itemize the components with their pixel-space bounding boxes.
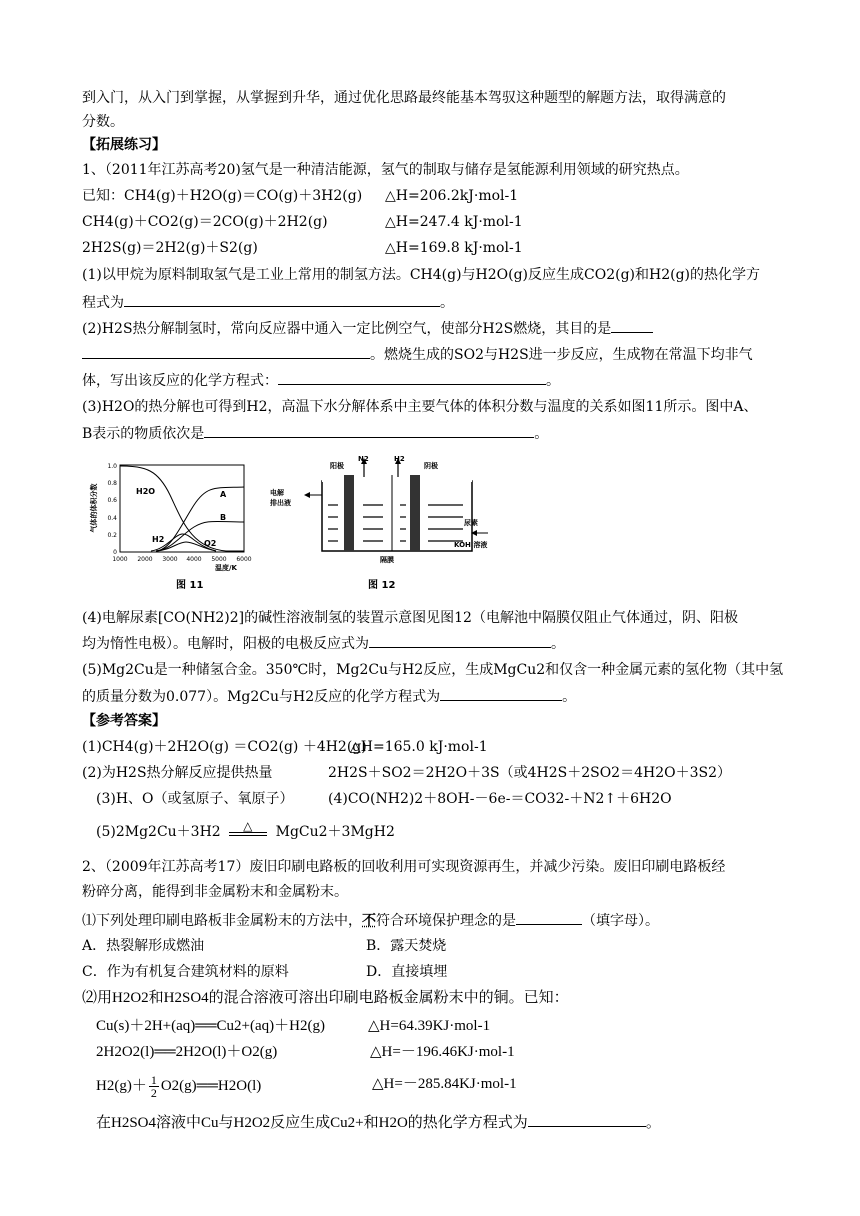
- answer-2-right: 2H2S＋SO2＝2H2O＋3S（或4H2S＋2SO2＝4H2O＋3S2）: [328, 765, 731, 781]
- q2-eq1-left: Cu(s)＋2H+(aq)══Cu2+(aq)＋H2(g): [96, 1018, 325, 1034]
- heat-symbol: △: [243, 819, 253, 833]
- fraction-denominator: 2: [150, 1086, 157, 1100]
- x-axis-label: 温度/K: [215, 564, 237, 572]
- practice-heading: 【拓展练习】: [82, 137, 166, 153]
- q1-part1-line1: (1)以甲烷为原料制取氢气是工业上常用的制氢方法。CH4(g)与H2O(g)反应生成CO2(g)和H2(g)的热化学方: [82, 267, 761, 283]
- x-tick-0: 1000: [112, 556, 128, 563]
- part1-post: 符合环境保护理念的是: [376, 913, 516, 929]
- eq1-left: CH4(g)＋H2O(g)＝CO(g)＋3H2(g): [124, 188, 363, 204]
- option-d: D．直接填埋: [366, 964, 448, 980]
- fraction-numerator: 1: [150, 1073, 157, 1087]
- label-o2: O2: [204, 539, 217, 548]
- inlet-label-2: KOH 溶液: [454, 541, 488, 549]
- answer-heading: 【参考答案】: [82, 713, 166, 729]
- eq3-left: 2H2S(g)＝2H2(g)＋S2(g): [82, 240, 258, 256]
- label-a: A: [220, 490, 227, 499]
- eq2-right: △H=247.4 kJ·mol-1: [385, 214, 523, 230]
- option-b: B．露天焚烧: [366, 938, 447, 954]
- eq2-left: CH4(g)＋CO2(g)＝2CO(g)＋2H2(g): [82, 214, 328, 230]
- answer-5-left: (5)2Mg2Cu＋3H2: [96, 824, 221, 840]
- eq3-right: △H=169.8 kJ·mol-1: [385, 240, 523, 256]
- part2-text: (2)H2S热分解制氢时，常向反应器中通入一定比例空气，使部分H2S燃烧，其目的是: [82, 321, 612, 337]
- option-c: C．作为有机复合建筑材料的原料: [82, 964, 289, 980]
- answer-blank-2b[interactable]: [82, 344, 370, 359]
- answer-blank-3[interactable]: [204, 423, 534, 438]
- answer-blank-1[interactable]: [124, 292, 440, 307]
- part1-tail: （填字母）。: [582, 913, 659, 929]
- answer-blank-5[interactable]: [440, 686, 562, 701]
- y-tick-0: 0: [113, 549, 117, 556]
- cathode-electrode: [410, 475, 420, 551]
- q1-known-eq1: [82, 186, 362, 206]
- n2-label: N2: [358, 455, 369, 463]
- y-axis-label: 气体的体积分数: [90, 483, 98, 533]
- part1-prefix: 程式为: [82, 295, 124, 311]
- answer-2-left: (2)为H2S热分解反应提供热量: [82, 765, 273, 781]
- q1-part1-line2: 程式为 。: [82, 292, 454, 313]
- intro-line-1: 到入门，从入门到掌握，从掌握到升华，通过优化思路最终能基本驾驭这种题型的解题方法，取得满意的: [82, 90, 726, 106]
- q2-eq3-right: △H=－285.84KJ·mol-1: [372, 1076, 517, 1092]
- q2-eq3-left: [96, 1074, 261, 1099]
- x-tick-5: 6000: [236, 556, 252, 563]
- figure-11-chart: [86, 460, 256, 575]
- eq1-right: △H=206.2kJ·mol-1: [385, 188, 519, 204]
- label-b: B: [220, 513, 227, 522]
- q1-part2-line3: 体，写出该反应的化学方程式： 。: [82, 370, 560, 391]
- y-tick-2: 0.4: [107, 515, 117, 522]
- q1-part5-line1: (5)Mg2Cu是一种储氢合金。350℃时，Mg2Cu与H2反应，生成MgCu2和仅含一种金属元素的氢化物（其中氢: [82, 662, 784, 678]
- figure-11-caption: 图 11: [176, 580, 204, 591]
- part3-text: 在H2SO4溶液中Cu与H2O2反应生成Cu2+和H2O的热化学方程式为: [96, 1115, 528, 1131]
- answer-5-right: MgCu2＋3MgH2: [275, 824, 395, 840]
- known-prefix: 已知：: [82, 188, 124, 204]
- answer-1-left: (1)CH4(g)＋2H2O(g) ＝CO2(g) ＋4H2(g): [82, 739, 367, 755]
- answer-blank-2a[interactable]: [611, 318, 653, 333]
- answer-5: [96, 819, 395, 842]
- q2-part2: ⑵用H2O2和H2SO4的混合溶液可溶出印刷电路板金属粉末中的铜。已知：: [82, 990, 569, 1006]
- q1-part3-line1: (3)H2O的热分解也可得到H2，高温下水分解体系中主要气体的体积分数与温度的关系如图11所示。图中A、: [82, 399, 758, 415]
- answer-blank-4[interactable]: [369, 633, 551, 648]
- answer-4: (4)CO(NH2)2＋8OH-－6e-＝CO32-＋N2↑＋6H2O: [328, 791, 672, 807]
- part4-text-b: 均为惰性电极）。电解时，阳极的电极反应式为: [82, 636, 369, 652]
- h2o-curve: [120, 466, 244, 551]
- x-tick-1: 2000: [137, 556, 153, 563]
- label-h2: H2: [152, 535, 165, 544]
- q1-part5-line2: 的质量分数为0.077）。Mg2Cu与H2反应的化学方程式为 。: [82, 686, 576, 707]
- answer-1-right: △H=165.0 kJ·mol-1: [350, 739, 488, 755]
- q1-part2-line1: [82, 318, 653, 339]
- q2-part3: 在H2SO4溶液中Cu与H2O2反应生成Cu2+和H2O的热化学方程式为 。: [96, 1112, 661, 1133]
- outlet-label-2: 排出液: [270, 499, 291, 507]
- q1-part4-line2: 均为惰性电极）。电解时，阳极的电极反应式为 。: [82, 633, 565, 654]
- part5-text-b: 的质量分数为0.077）。Mg2Cu与H2反应的化学方程式为: [82, 689, 441, 705]
- part2-text-c: 体，写出该反应的化学方程式：: [82, 373, 278, 389]
- q1-title: 1、（2011年江苏高考20)氢气是一种清洁能源，氢气的制取与储存是氢能源利用领域的研究热点。: [82, 162, 689, 178]
- figure-12-caption: 图 12: [368, 580, 396, 591]
- y-tick-4: 0.8: [107, 480, 117, 487]
- x-tick-3: 4000: [186, 556, 202, 563]
- inlet-label-1: 尿素: [464, 519, 478, 527]
- q1-part3-line2: B表示的物质依次是 。: [82, 423, 548, 444]
- anode-electrode: [344, 475, 354, 551]
- q2-eq1-right: △H=64.39KJ·mol-1: [368, 1018, 491, 1034]
- answer-3: (3)H、O（或氢原子、氧原子）: [96, 791, 294, 807]
- reaction-condition-arrow: [225, 819, 271, 842]
- label-h2o: H2O: [136, 487, 156, 496]
- option-a: A．热裂解形成燃油: [82, 938, 205, 954]
- x-tick-2: 3000: [162, 556, 178, 563]
- emphasis-not: 不: [362, 913, 376, 929]
- y-tick-5: 1.0: [107, 463, 117, 470]
- membrane-label: 隔膜: [380, 556, 394, 564]
- y-tick-3: 0.6: [107, 497, 117, 504]
- q2-eq2-right: △H=－196.46KJ·mol-1: [370, 1044, 515, 1060]
- answer-blank-2c[interactable]: [278, 370, 546, 385]
- part1-pre: ⑴下列处理印刷电路板非金属粉末的方法中，: [82, 913, 362, 929]
- part2-text-b: 。燃烧生成的SO2与H2S进一步反应，生成物在常温下均非气: [370, 347, 753, 363]
- figure-12-diagram: [268, 455, 498, 577]
- part3-text-b: B表示的物质依次是: [82, 426, 205, 442]
- outlet-label-1: 电解: [270, 489, 284, 497]
- x-tick-4: 5000: [211, 556, 227, 563]
- fraction-one-half: [149, 1074, 159, 1099]
- q1-part4-line1: (4)电解尿素[CO(NH2)2]的碱性溶液制氢的装置示意图见图12（电解池中隔膜仅阻止气体通过，阴、阳极: [82, 610, 738, 626]
- eq3-left-a: H2(g)＋: [96, 1077, 147, 1094]
- h2-label: H2: [394, 455, 405, 463]
- curve-b: [156, 521, 244, 551]
- q2-title-line2: 粉碎分离，能得到非金属粉末和金属粉末。: [82, 884, 348, 900]
- q2-eq2-left: 2H2O2(l)══2H2O(l)＋O2(g): [96, 1044, 278, 1060]
- anode-label: 阳极: [330, 462, 344, 470]
- q2-title-line1: 2、（2009年江苏高考17）废旧印刷电路板的回收利用可实现资源再生，并减少污染。废旧印刷电路板经: [82, 859, 726, 875]
- intro-line-2: 分数。: [82, 114, 124, 130]
- eq3-left-b: O2(g)══H2O(l): [160, 1077, 262, 1094]
- q1-part2-line2: [82, 344, 753, 365]
- y-tick-1: 0.2: [107, 532, 117, 539]
- q2-part1: [82, 910, 659, 931]
- answer-blank-q2-2[interactable]: [528, 1112, 646, 1127]
- cathode-label: 阴极: [424, 462, 438, 470]
- answer-blank-q2-1[interactable]: [516, 910, 582, 925]
